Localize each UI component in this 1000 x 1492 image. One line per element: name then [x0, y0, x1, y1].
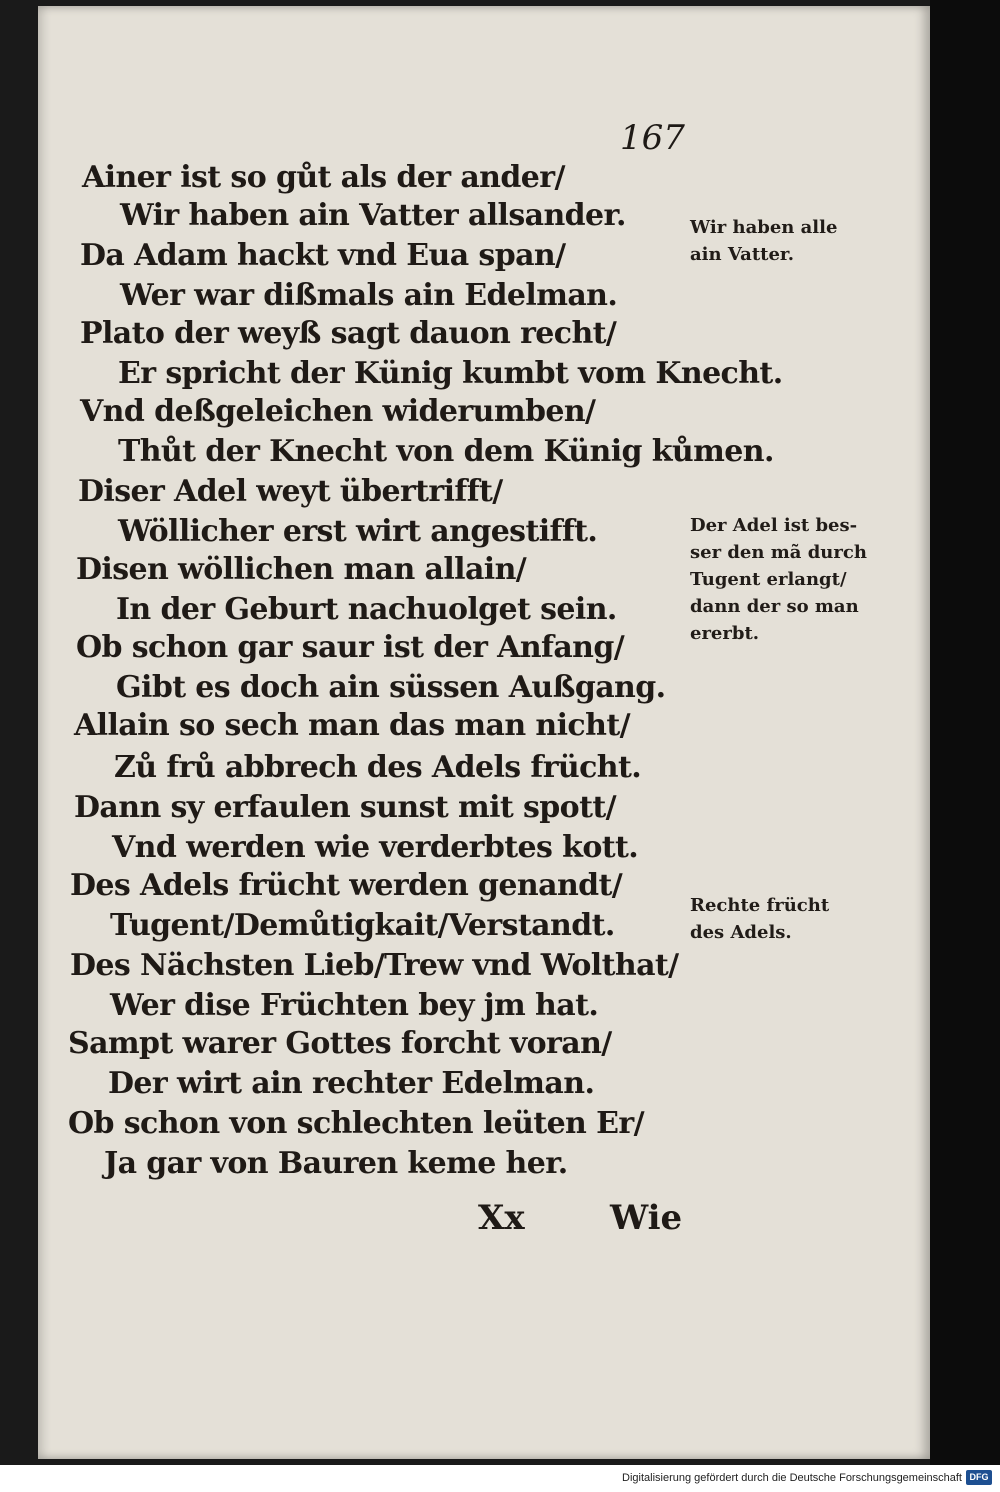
margin-note: [690, 892, 829, 946]
verse-line: Diser Adel weyt übertrifft/: [78, 474, 503, 509]
scan-edge-strip: [930, 0, 1000, 1465]
verse-line: Allain so sech man das man nicht/: [74, 708, 630, 743]
margin-note: [690, 512, 867, 647]
margin-note-line: ain Vatter.: [690, 244, 795, 265]
verse-line: Wer war dißmals ain Edelman.: [120, 278, 618, 313]
verse-line: Ja gar von Bauren keme her.: [104, 1146, 568, 1181]
margin-note-line: Rechte frücht: [690, 895, 830, 916]
verse-line: Der wirt ain rechter Edelman.: [108, 1066, 595, 1101]
dfg-logo-icon: DFG: [966, 1470, 992, 1485]
verse-line: Wer dise Früchten bey jm hat.: [110, 988, 599, 1023]
verse-line: Sampt warer Gottes forcht voran/: [68, 1026, 612, 1061]
verse-line: Disen wöllichen man allain/: [76, 552, 527, 587]
margin-note-line: ser den mã durch: [690, 542, 867, 563]
margin-note-line: Der Adel ist bes-: [690, 515, 858, 536]
verse-line: Plato der weyß sagt dauon recht/: [80, 316, 617, 351]
verse-line: Ainer ist so gůt als der ander/: [82, 160, 565, 195]
page-number: 167: [620, 118, 685, 158]
verse-line: In der Geburt nachuolget sein.: [116, 592, 617, 627]
verse-line: Gibt es doch ain süssen Außgang.: [116, 670, 666, 705]
verse-line: Dann sy erfaulen sunst mit spott/: [74, 790, 616, 825]
margin-note-line: dann der so man: [690, 596, 859, 617]
verse-line: Tugent/Demůtigkait/Verstandt.: [110, 908, 615, 943]
verse-line: Zů frů abbrech des Adels frücht.: [114, 750, 642, 785]
margin-note-line: Wir haben alle: [690, 217, 838, 238]
verse-line: Thůt der Knecht von dem Künig kůmen.: [118, 434, 774, 469]
verse-line: Vnd deßgeleichen widerumben/: [80, 394, 596, 429]
footer-credit: Digitalisierung gefördert durch die Deutsche Forschungsgemeinschaft: [622, 1472, 962, 1484]
margin-note-line: ererbt.: [690, 623, 760, 644]
verse-line: Des Nächsten Lieb/Trew vnd Wolthat/: [70, 948, 679, 983]
verse-line: Da Adam hackt vnd Eua span/: [80, 238, 566, 273]
signature-mark: Xx: [478, 1198, 525, 1238]
verse-line: Wir haben ain Vatter allsander.: [120, 198, 626, 233]
verse-line: Wöllicher erst wirt angestifft.: [118, 514, 598, 549]
margin-note-line: Tugent erlangt/: [690, 569, 847, 590]
digitization-footer: [0, 1465, 1000, 1492]
margin-note-line: des Adels.: [690, 922, 792, 943]
verse-line: Ob schon von schlechten leüten Er/: [68, 1106, 644, 1141]
margin-note: [690, 214, 837, 268]
verse-line: Er spricht der Künig kumbt vom Knecht.: [118, 356, 783, 391]
verse-line: Vnd werden wie verderbtes kott.: [112, 830, 639, 865]
verse-line: Des Adels frücht werden genandt/: [70, 868, 623, 903]
verse-line: Ob schon gar saur ist der Anfang/: [76, 630, 625, 665]
catchword: Wie: [610, 1198, 683, 1238]
